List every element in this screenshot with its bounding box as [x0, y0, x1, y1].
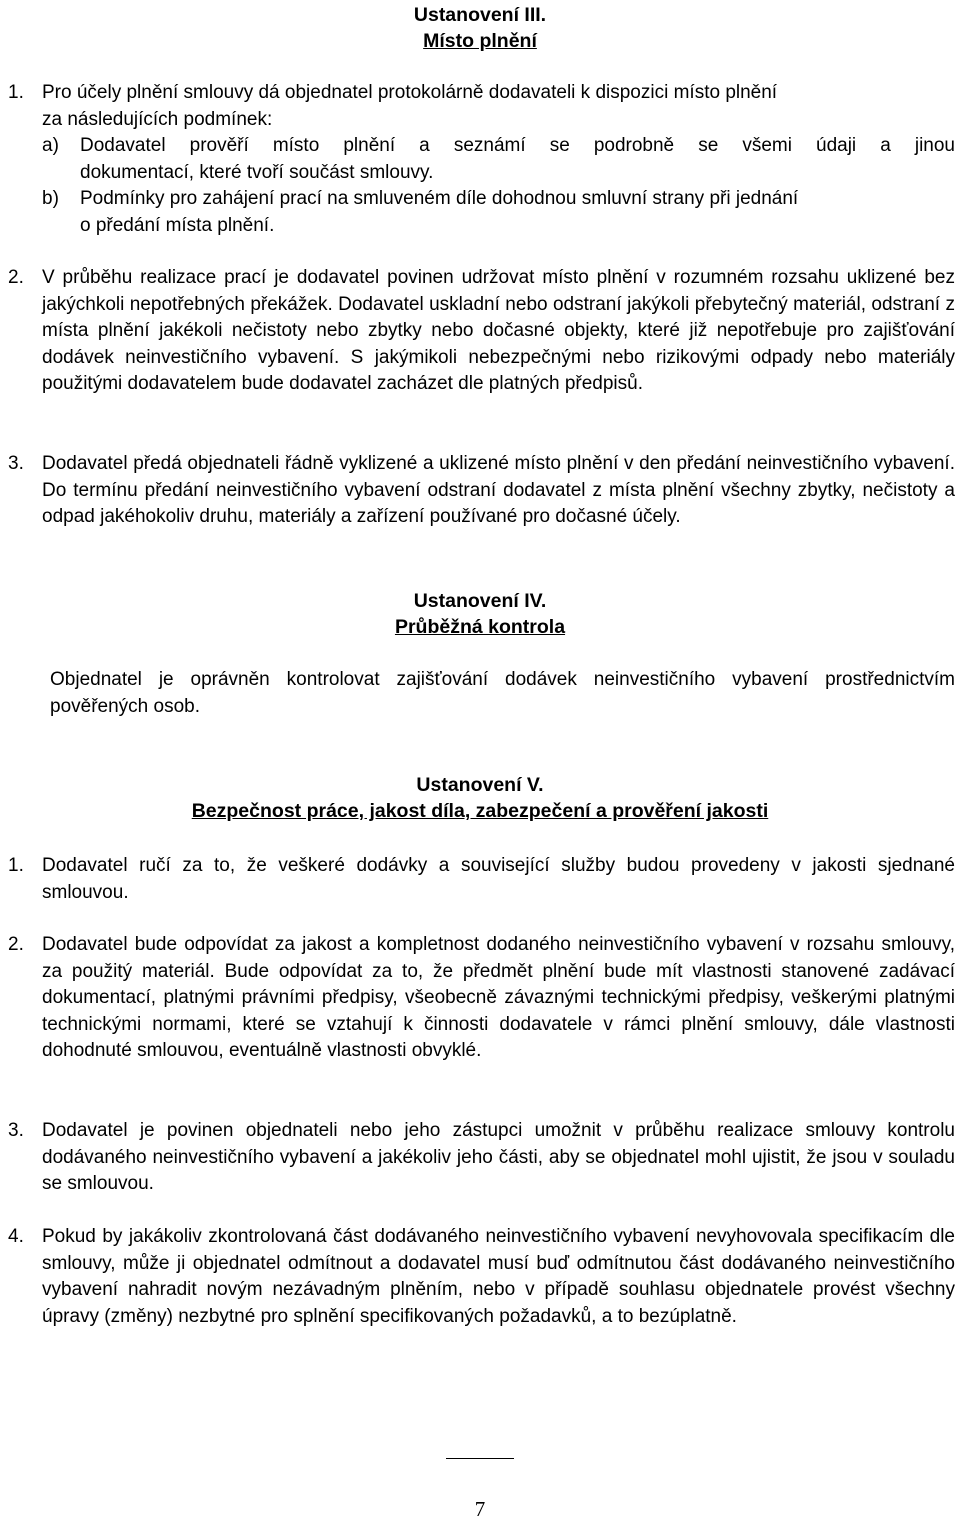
s5-item2-text: Dodavatel bude odpovídat za jakost a kompletnost dodaného neinvestičního vybavení v rozsahu smlouvy, za použitý materiál. Bude odpovídat za to, že předmět plnění bude mít vlastnosti stanovené zadávací dokumentací, platnými právními předpisy, všeobecně závaznými technickými předpisy, veškerými platnými technickými normami, které se vztahují k činnosti dodavatele v rámci plnění smlouvy, dále vlastnosti dohodnuté smlouvou, eventuálně vlastnosti obvyklé. — [42, 934, 955, 1061]
s3-item1-intro-line1: Pro účely plnění smlouvy dá objednatel protokolárně dodavateli k dispozici místo plnění — [42, 82, 778, 103]
s3-item1-b-letter: b) — [42, 188, 59, 209]
s5-item2-number: 2. — [8, 934, 24, 955]
s3-item3-text: Dodavatel předá objednateli řádně vyklizené a uklizené místo plnění v den předání neinvestičního vybavení. Do termínu předání neinvestičního vybavení odstraní dodavatel z místa plnění všechny zbytky, nečistoty a odpad jakéhokoliv druhu, materiály a zařízení používané pro dočasné účely. — [42, 453, 955, 527]
s3-item1-a-line2: dokumentací, které tvoří součást smlouvy. — [80, 161, 434, 183]
s3-item1-a-letter: a) — [42, 135, 59, 156]
s3-item1-intro — [42, 80, 955, 133]
s5-item4-number: 4. — [8, 1226, 24, 1247]
s5-item1-text: Dodavatel ručí za to, že veškeré dodávky a související služby budou provedeny v jakosti sjednané smlouvou. — [42, 855, 955, 903]
section-5-subtitle: Bezpečnost práce, jakost díla, zabezpečení a prověření jakosti — [191, 800, 769, 822]
s5-item1-number: 1. — [8, 855, 24, 876]
section-3-title: Ustanovení III. — [413, 4, 547, 26]
s5-item3-text: Dodavatel je povinen objednateli nebo jeho zástupci umožnit v průběhu realizace smlouvy kontrolu dodávaného neinvestičního vybavení a jakékoliv jeho části, aby se objednatel mohl ujistit, že jsou v souladu se smlouvou. — [42, 1120, 955, 1194]
s3-item1-a-line1: Dodavatel prověří místo plnění a seznámí se podrobně se všemi údaji a jinou — [80, 135, 955, 156]
s3-item2-number: 2. — [8, 267, 24, 288]
section-4-title: Ustanovení IV. — [413, 590, 547, 612]
s3-item3-number: 3. — [8, 453, 24, 474]
footer-rule — [446, 1458, 514, 1459]
section-5-title: Ustanovení V. — [416, 774, 544, 796]
section-4-heading — [0, 588, 960, 640]
s3-item1-b-line2: o předání místa plnění. — [80, 214, 275, 236]
s3-item1-b-line1: Podmínky pro zahájení prací na smluveném díle dohodnou smluvní strany při jednání — [80, 188, 799, 209]
section-3-subtitle: Místo plnění — [423, 30, 537, 52]
section-4-subtitle: Průběžná kontrola — [394, 616, 566, 638]
section-3-heading — [0, 2, 960, 54]
s5-item4-text: Pokud by jakákoliv zkontrolovaná část dodávaného neinvestičního vybavení nevyhovovala specifikacím dle smlouvy, může ji objednatel odmítnout a dodavatel musí buď odmítnutou část dodávaného neinvestičního vybavení nahradit novým nezávadným plněním, nebo v případě souhlasu objednatele provést všechny úpravy (změny) nezbytné pro splnění specifikovaných požadavků, a to bezúplatně. — [42, 1226, 955, 1327]
s3-item1-number: 1. — [8, 82, 24, 103]
s4-text: Objednatel je oprávněn kontrolovat zajišťování dodávek neinvestičního vybavení prostřednictvím pověřených osob. — [50, 669, 955, 717]
s5-item3-number: 3. — [8, 1120, 24, 1141]
section-5-heading — [0, 772, 960, 824]
s3-item2-text: V průběhu realizace prací je dodavatel povinen udržovat místo plnění v rozumném rozsahu uklizené bez jakýchkoli nepotřebných překážek. Dodavatel uskladní nebo odstraní jakýkoli přebytečný materiál, odstraní z místa plnění jakékoli nečistoty nebo zbytky nebo dočasné objekty, které již nepotřebuje pro zajišťování dodávek neinvestičního vybavení. S jakýmikoli nebezpečnými nebo rizikovými odpady nebo materiály použitými dodavatelem bude dodavatel zacházet dle platných předpisů. — [42, 267, 955, 394]
page-number: 7 — [474, 1497, 486, 1521]
s3-item1-intro-line2: za následujících podmínek: — [42, 108, 273, 130]
